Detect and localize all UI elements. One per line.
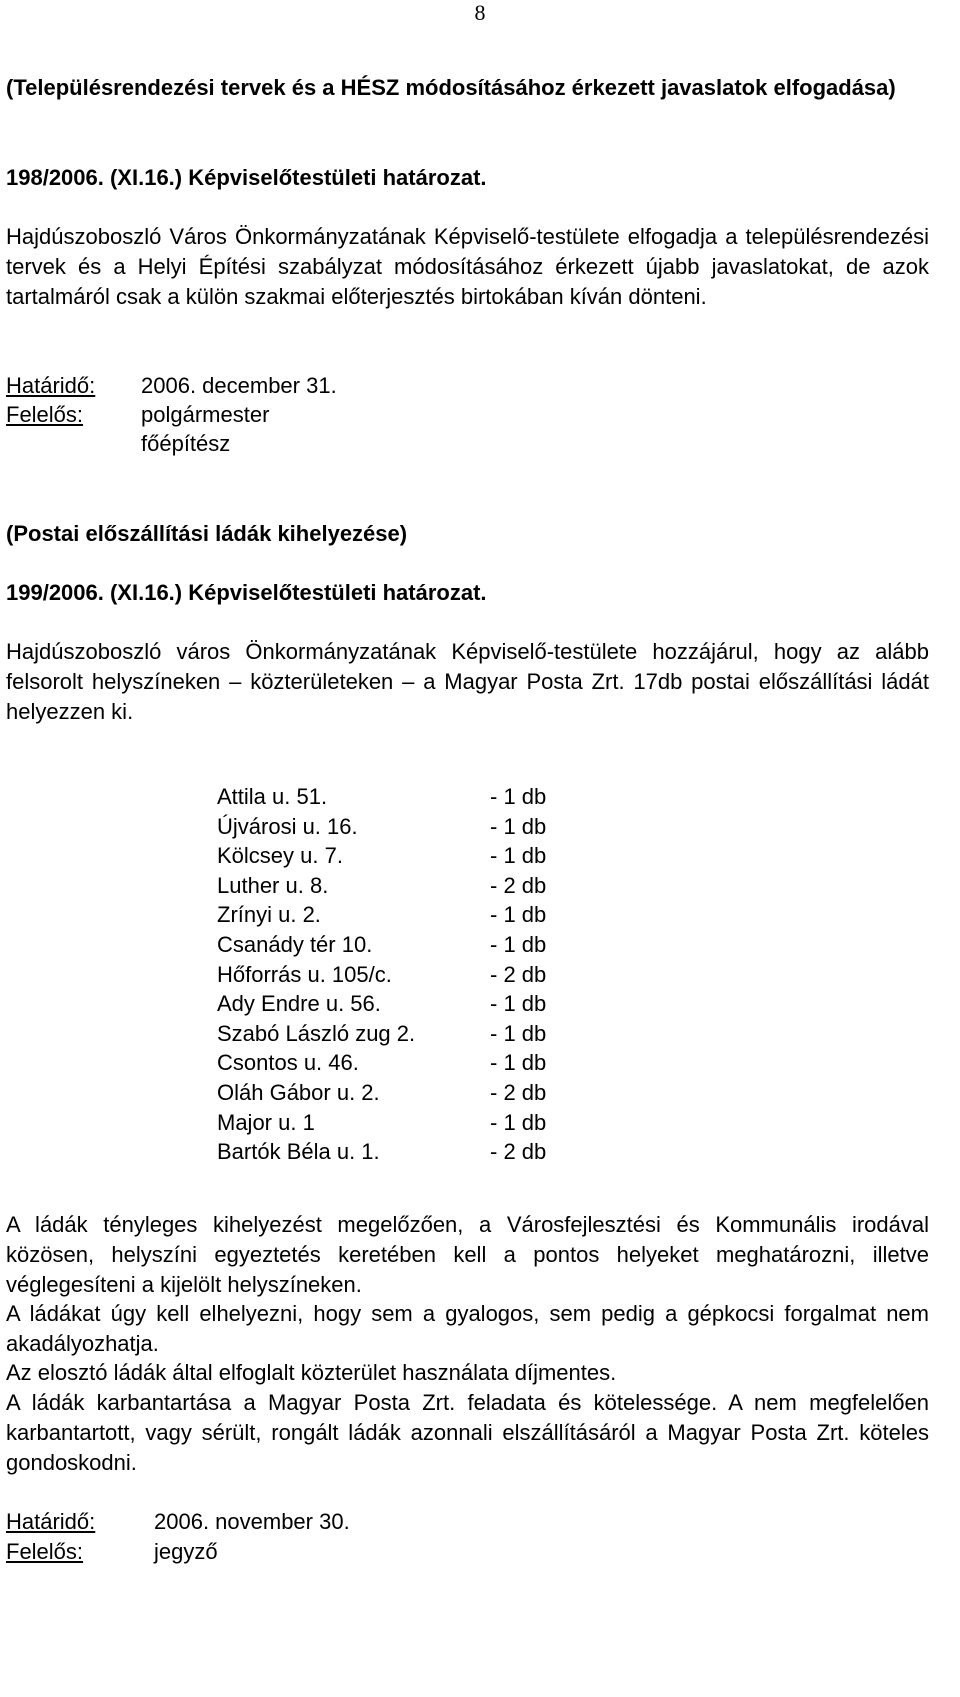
location-quantity: - 1 db [490, 1109, 547, 1135]
responsible-value: jegyző [154, 1539, 218, 1564]
responsible-label: Felelős: [6, 402, 84, 427]
location-quantity: - 1 db [490, 813, 547, 839]
responsible-value: főépítész [141, 431, 231, 456]
location-quantity: - 1 db [490, 991, 547, 1017]
location-quantity: - 1 db [490, 902, 547, 928]
location-street: Oláh Gábor u. 2. [217, 1080, 380, 1105]
location-quantity: - 1 db [490, 843, 547, 869]
location-street: Luther u. 8. [217, 872, 329, 898]
location-street: Szabó László zug 2. [217, 1020, 416, 1046]
location-street: Ady Endre u. 56. [217, 991, 381, 1017]
location-street: Hőforrás u. 105/c. [217, 961, 392, 987]
location-street: Bartók Béla u. 1. [217, 1139, 380, 1165]
location-quantity: - 2 db [490, 961, 547, 987]
location-quantity: - 1 db [490, 932, 547, 957]
section2-body: Hajdúszoboszló város Önkormányzatának Képviselő-testülete hozzájárul, hogy az alább felsorolt helyszíneken – közterületeken – a Magyar Posta Zrt. 17db postai előszállítási ládát helyezzen ki. [6, 639, 929, 724]
section2-paragraph-3: Az elosztó ládák által elfoglalt közterület használata díjmentes. [6, 1360, 617, 1385]
location-quantity: - 1 db [490, 1050, 547, 1076]
location-street: Újvárosi u. 16. [217, 813, 358, 839]
section2-paragraph-4: A ládák karbantartása a Magyar Posta Zrt. feladata és kötelessége. A nem megfelelően karbantartott, vagy sérült, rongált ládák azonnali elszállításáról a Magyar Posta Zrt. köteles gondoskodni. [6, 1390, 929, 1475]
responsible-label: Felelős: [6, 1539, 84, 1564]
location-street: Zrínyi u. 2. [217, 902, 321, 928]
section2-paragraph-2: A ládákat úgy kell elhelyezni, hogy sem a gyalogos, sem pedig a gépkocsi forgalmat nem akadályozhatja. [6, 1301, 929, 1356]
deadline-label: Határidő: [6, 1509, 96, 1534]
section2-heading: (Postai előszállítási ládák kihelyezése) [6, 521, 408, 546]
section2-paragraph-1: A ládák tényleges kihelyezést megelőzően, a Városfejlesztési és Kommunális irodával közösen, helyszíni egyeztetés keretében kell a pontos helyeket meghatározni, illetve véglegesíteni a kijelölt helyszíneken. [6, 1212, 929, 1297]
location-quantity: - 2 db [490, 1080, 547, 1105]
section2-resolution-title: 199/2006. (XI.16.) Képviselőtestületi határozat. [6, 580, 487, 605]
location-quantity: - 1 db [490, 784, 547, 809]
section1-resolution-title: 198/2006. (XI.16.) Képviselőtestületi határozat. [6, 165, 487, 190]
section1-heading: (Településrendezési tervek és a HÉSZ módosításához érkezett javaslatok elfogadása) [6, 75, 896, 100]
page-number: 8 [474, 0, 486, 25]
deadline-value: 2006. november 30. [154, 1509, 350, 1534]
location-street: Kölcsey u. 7. [217, 843, 343, 869]
location-street: Major u. 1 [217, 1109, 315, 1135]
deadline-value: 2006. december 31. [141, 373, 337, 398]
location-quantity: - 2 db [490, 1139, 547, 1165]
location-quantity: - 1 db [490, 1020, 547, 1046]
section1-body: Hajdúszoboszló Város Önkormányzatának Képviselő-testülete elfogadja a településrendezési tervek és a Helyi Építési szabályzat módosításához érkezett újabb javaslatokat, de azok tartalmáról csak a külön szakmai előterjesztés birtokában kíván dönteni. [6, 224, 929, 309]
location-street: Csanády tér 10. [217, 932, 373, 957]
location-street: Attila u. 51. [217, 784, 328, 809]
location-quantity: - 2 db [490, 872, 547, 898]
deadline-label: Határidő: [6, 373, 96, 398]
location-street: Csontos u. 46. [217, 1050, 359, 1076]
responsible-value: polgármester [141, 402, 270, 427]
